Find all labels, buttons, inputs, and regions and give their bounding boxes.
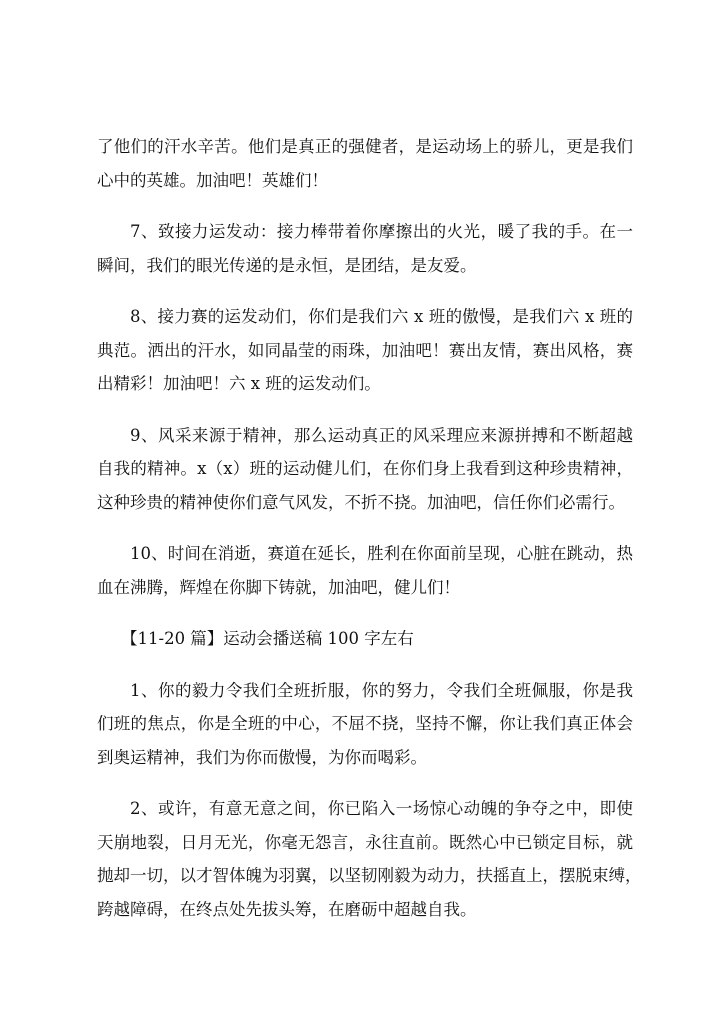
text-line: 们班的焦点，你是全班的中心，不屈不挠，坚持不懈，你让我们真正体会 [97, 714, 633, 733]
text-line: 8、接力赛的运发动们，你们是我们六 x 班的傲慢，是我们六 x 班的 [130, 307, 633, 326]
text-line: 抛却一切，以才智体魄为羽翼，以坚韧刚毅为动力，扶摇直上，摆脱束缚， [97, 866, 642, 885]
paragraph-item-10 [97, 537, 633, 604]
text-line: 了他们的汗水辛苦。他们是真正的强健者，是运动场上的骄儿，更是我们 [97, 137, 633, 156]
text-line: 7、致接力运发动：接力棒带着你摩擦出的火光，暖了我的手。在一 [130, 222, 633, 241]
text-line: 自我的精神。x（x）班的运动健儿们，在你们身上我看到这种珍贵精神， [97, 459, 633, 478]
text-line: 这种珍贵的精神使你们意气风发，不折不挠。加油吧，信任你们必需行。 [97, 492, 625, 512]
text-line: 10、时间在消逝，赛道在延长，胜利在你面前呈现，心脏在跳动，热 [130, 544, 633, 563]
text-line: 1、你的毅力令我们全班折服，你的努力，令我们全班佩服，你是我 [130, 680, 633, 700]
text-line: 瞬间，我们的眼光传递的是永恒，是团结，是友爱。 [97, 255, 477, 275]
text-line: 心中的英雄。加油吧！英雄们！ [97, 170, 328, 190]
paragraph-item-8 [97, 300, 633, 401]
paragraph-continuation [97, 130, 633, 197]
paragraph-item-9 [97, 419, 633, 520]
text-line: 2、或许，有意无意之间，你已陷入一场惊心动魄的争夺之中，即使 [130, 799, 633, 818]
text-line: 血在沸腾，辉煌在你脚下铸就，加油吧，健儿们！ [97, 577, 460, 597]
text-line: 典范。洒出的汗水，如同晶莹的雨珠，加油吧！赛出友情，赛出风格，赛 [97, 340, 633, 360]
text-line: 跨越障碍，在终点处先拔头筹，在磨砺中超越自我。 [97, 899, 477, 919]
paragraph-item-2 [97, 792, 642, 926]
text-line: 9、风采来源于精神，那么运动真正的风采理应来源拼搏和不断超越 [130, 425, 633, 445]
section-heading: 【11-20 篇】运动会播送稿 100 字左右 [121, 629, 414, 648]
paragraph-item-7 [97, 215, 633, 282]
text-line: 出精彩！加油吧！六 x 班的运发动们。 [97, 374, 381, 393]
paragraph-item-1 [97, 674, 633, 775]
text-line: 到奥运精神，我们为你而傲慢，为你而喝彩。 [97, 747, 427, 767]
text-line: 天崩地裂，日月无光，你毫无怨言，永往直前。既然心中已锁定目标，就 [97, 832, 633, 852]
document-body [97, 130, 642, 944]
